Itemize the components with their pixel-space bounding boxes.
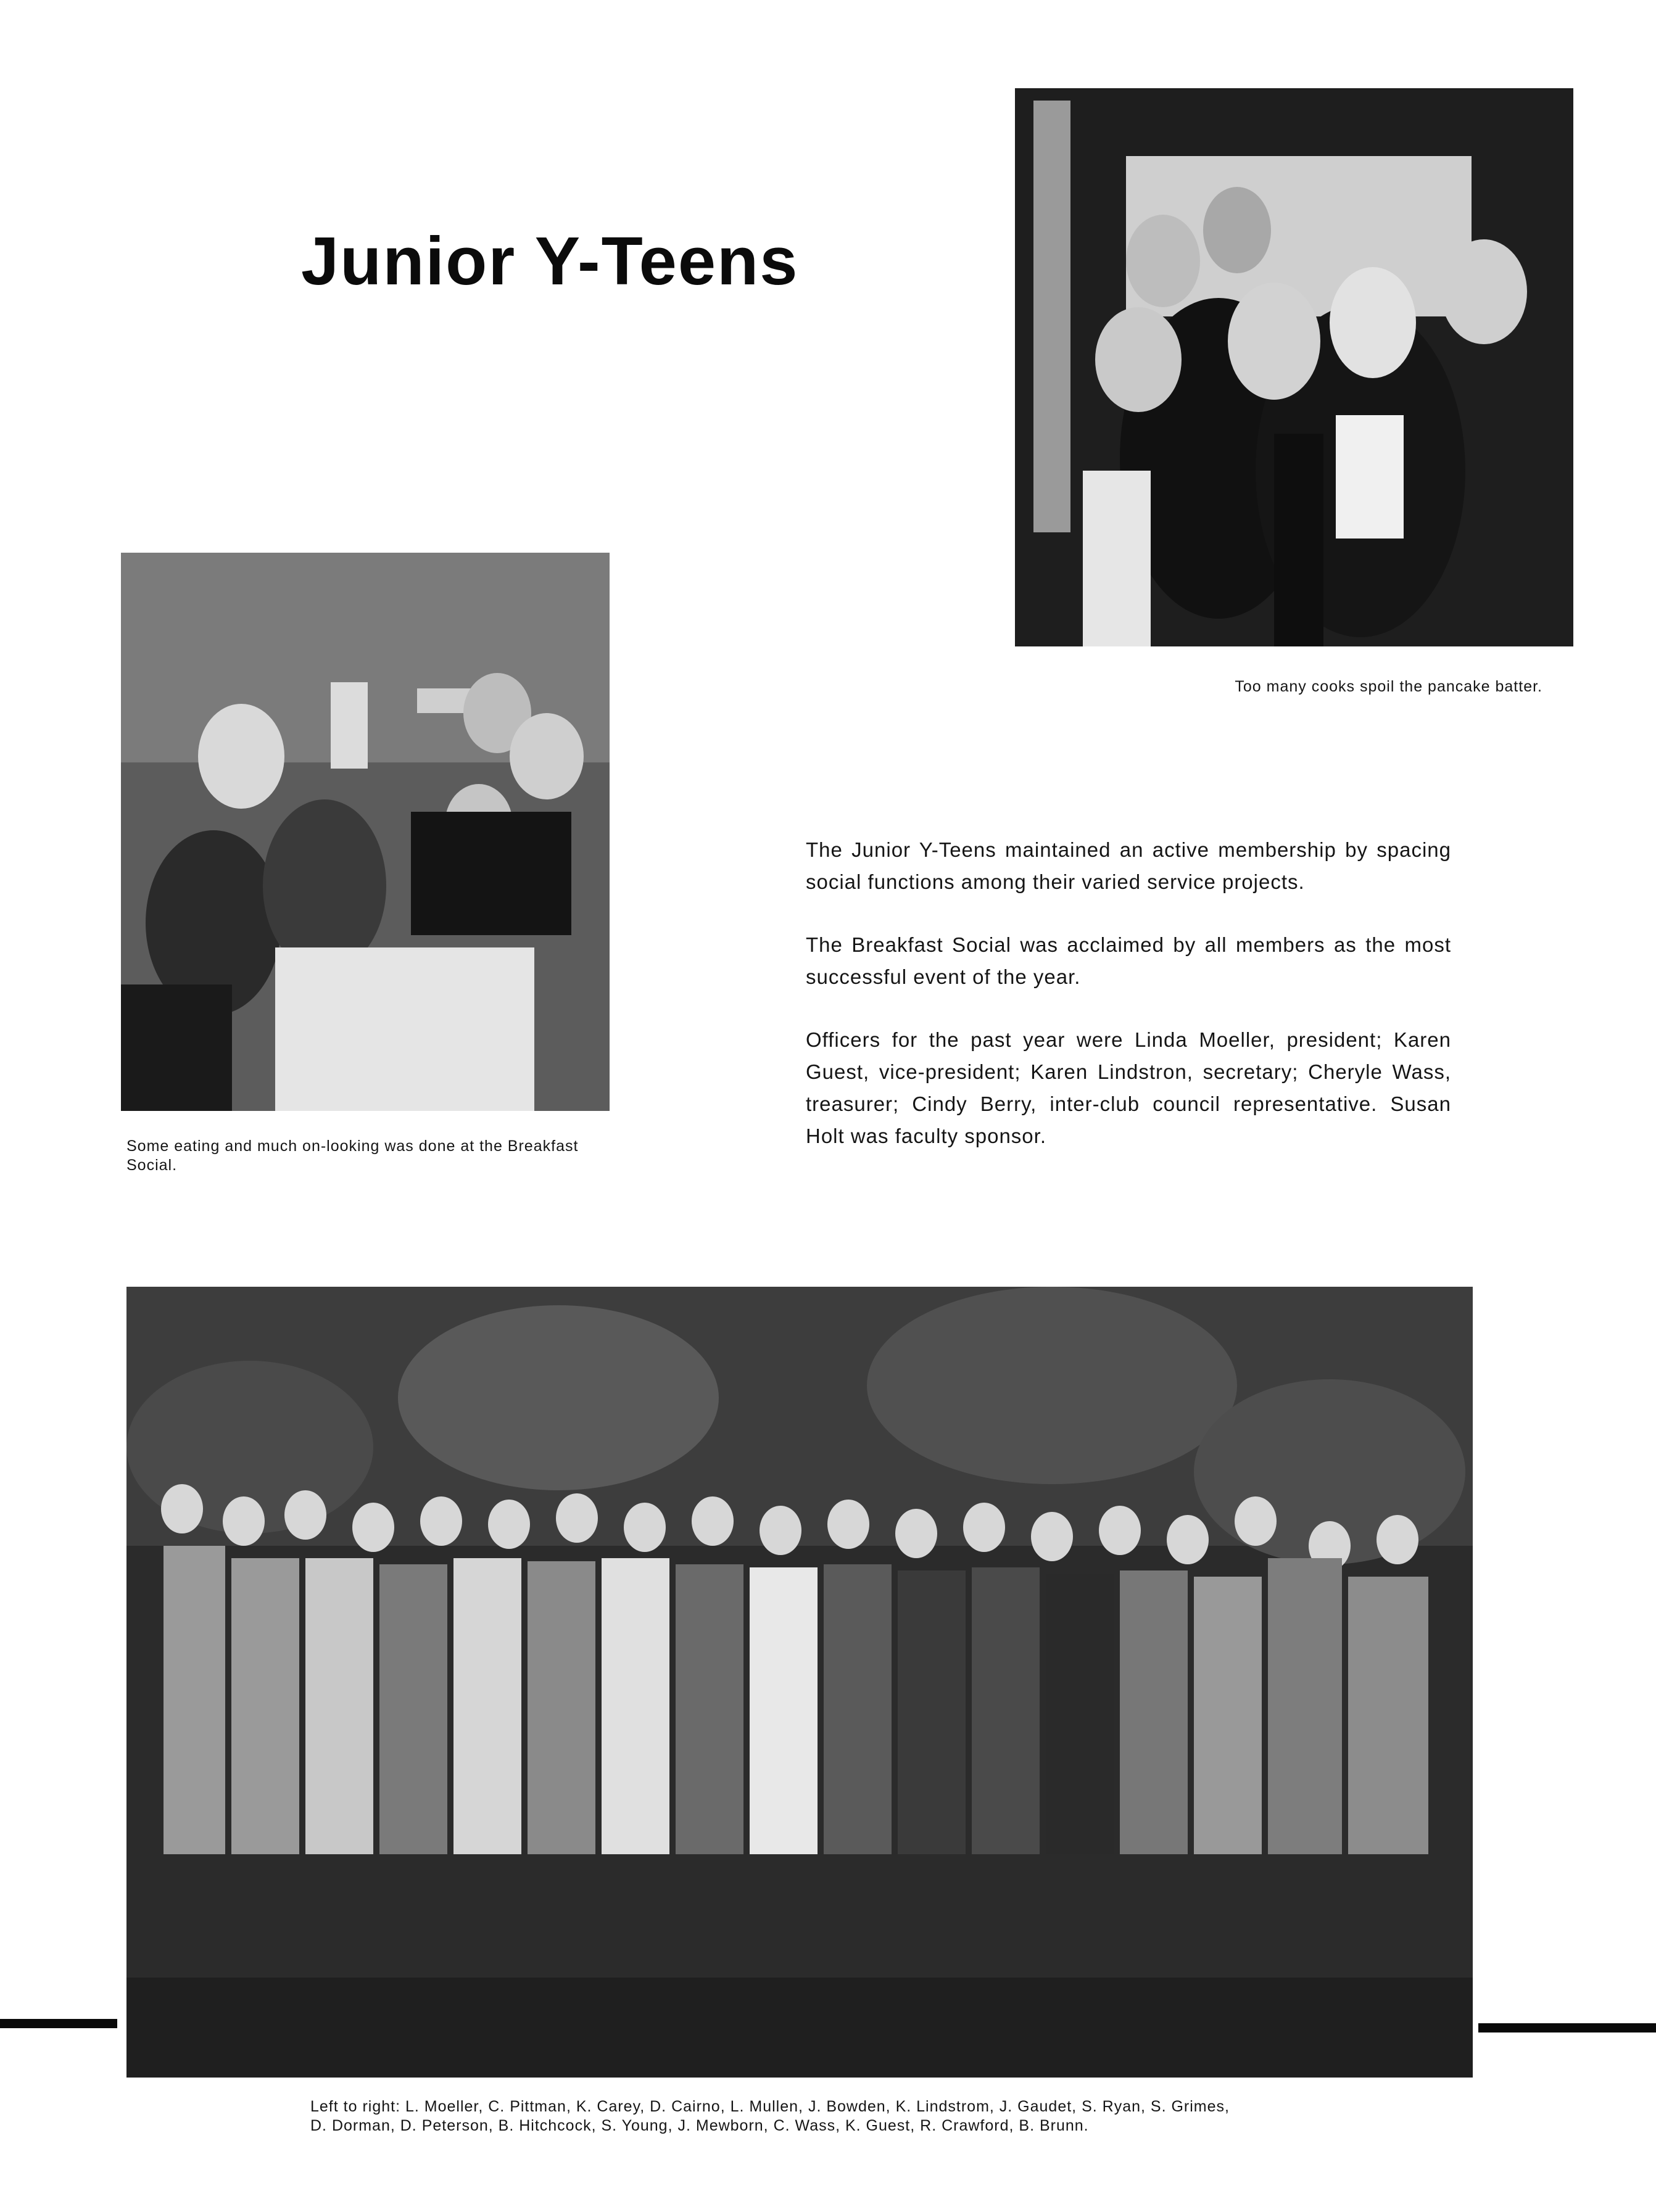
caption-pancake-party: Too many cooks spoil the pancake batter.: [1235, 678, 1542, 695]
article-text: [806, 834, 1451, 1183]
photo-breakfast-social: [121, 553, 610, 1111]
article-paragraph-1: The Junior Y-Teens maintained an active membership by spacing social functions among their varied service projects.: [806, 838, 1451, 893]
page-title: Junior Y-Teens: [301, 223, 799, 299]
article-paragraph-2: The Breakfast Social was acclaimed by all members as the most successful event of the year.: [806, 933, 1451, 988]
photo-pancake-party: [1015, 88, 1573, 646]
caption-breakfast-social: Some eating and much on-looking was done at the Breakfast Social.: [126, 1137, 579, 1174]
photo-group-image: [126, 1287, 1473, 2078]
caption-group-photo: Left to right: L. Moeller, C. Pittman, K. Carey, D. Cairno, L. Mullen, J. Bowden, K. Lindstrom, J. Gaudet, S. Ryan, S. Grimes, D. Dorman, D. Peterson, B. Hitchcock, S. Young, J. Mewborn, C. Wass, K. Guest, R. Crawford, B. Brunn.: [310, 2098, 1230, 2134]
photo-pancake-party-image: [1015, 88, 1573, 646]
right-page-rule: [1478, 2023, 1656, 2032]
photo-breakfast-social-image: [121, 553, 610, 1111]
left-page-rule: [0, 2019, 117, 2028]
article-paragraph-3: Officers for the past year were Linda Moeller, president; Karen Guest, vice-president; Karen Lindstron, secretary; Cheryle Wass, treasurer; Cindy Berry, inter-club council representative. Susan Holt was faculty sponsor.: [806, 1028, 1451, 1147]
photo-group: [126, 1287, 1473, 2078]
